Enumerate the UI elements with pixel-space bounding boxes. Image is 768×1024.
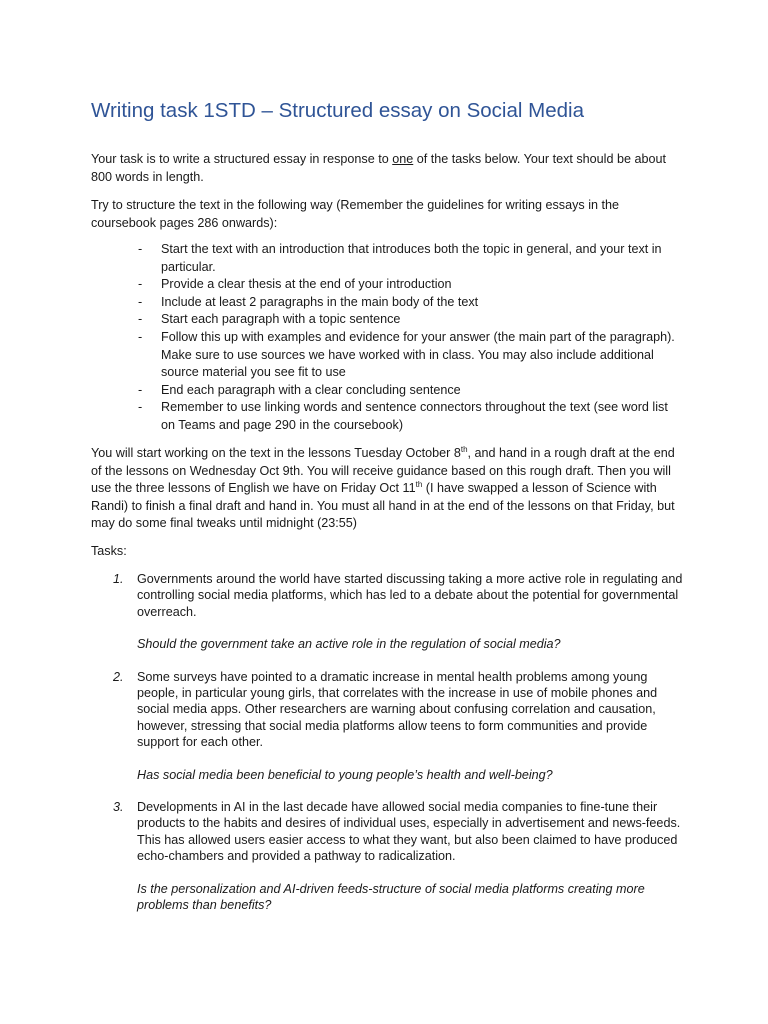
task-text: Developments in AI in the last decade have allowed social media companies to fine-tune their products to the habits and desires of individual uses, especially in advertisement and news-feeds. This has allowed users easier access to what they want, but also been claimed to have produced echo-chambers and provided a pathway to radicalization. (137, 800, 681, 864)
task-question: Is the personalization and AI-driven feeds-structure of social media platforms creating more problems than benefits? (137, 881, 645, 913)
guidelines-list (138, 241, 678, 435)
guideline-text: Remember to use linking words and sentence connectors throughout the text (see word list on Teams and page 290 in the coursebook) (161, 400, 668, 432)
task-number: 2. (113, 669, 124, 684)
guideline-text: Follow this up with examples and evidence for your answer (the main part of the paragraph). Make sure to use sources we have worked with in class. You may also include additional source material you see fit to use (161, 329, 675, 380)
dash-bullet: - (138, 312, 143, 327)
task-item (113, 669, 683, 783)
ordinal-suffix: th (460, 445, 468, 454)
guideline-text: End each paragraph with a clear concluding sentence (161, 382, 461, 397)
task-text: Governments around the world have started discussing taking a more active role in regulating and controlling social media platforms, which has led to a debate about the potential for governmental overreach. (137, 572, 683, 619)
guideline-text: Provide a clear thesis at the end of your introduction (161, 277, 452, 292)
dash-bullet: - (138, 277, 143, 292)
guideline-text: Include at least 2 paragraphs in the main body of the text (161, 294, 479, 309)
dash-bullet: - (138, 329, 143, 344)
schedule-paragraph (91, 445, 687, 533)
dash-bullet: - (138, 400, 143, 415)
guideline-item (138, 329, 678, 382)
intro-paragraph (91, 151, 687, 186)
task-number: 1. (113, 572, 124, 586)
structure-intro-paragraph: Try to structure the text in the following way (Remember the guidelines for writing essays in the coursebook pages 286 onwards): (91, 198, 620, 230)
dash-bullet: - (138, 294, 143, 309)
schedule-text-1: You will start working on the text in the lessons Tuesday October 8 (91, 446, 461, 460)
guideline-text: Start the text with an introduction that introduces both the topic in general, and your text in particular. (161, 242, 662, 274)
task-question: Has social media been beneficial to young people’s health and well-being? (137, 767, 553, 782)
guideline-item (138, 294, 678, 312)
ordinal-suffix: th (415, 480, 423, 490)
guideline-item (138, 311, 678, 329)
intro-text-before: Your task is to write a structured essay in response to (91, 152, 393, 166)
schedule-text-2: , and hand in a rough draft at the end of the lessons on Wednesday Oct 9th. You will receive guidance based on this rough draft. Then you will use the three lessons of English we have on Friday Oct 11 (91, 446, 675, 496)
guideline-item (138, 382, 678, 400)
dash-bullet: - (138, 242, 143, 256)
guideline-item (138, 241, 678, 276)
task-item (113, 799, 683, 913)
guideline-item (138, 276, 678, 294)
tasks-list (113, 571, 683, 930)
tasks-label: Tasks: (91, 544, 127, 558)
schedule-text-3: (I have swapped a lesson of Science with Randi) to finish a final draft and hand in. You must all hand in at the end of the lessons on that Friday, but may do some final tweaks until midnight (23:55) (91, 481, 675, 531)
task-question: Should the government take an active role in the regulation of social media? (137, 637, 561, 652)
document-title: Writing task 1STD – Structured essay on Social Media (91, 99, 584, 122)
task-text: Some surveys have pointed to a dramatic increase in mental health problems among young people, in particular young girls, that correlates with the increase in use of mobile phones and social media apps. Other researchers are warning about confusing correlation and causation, however, stressing that social media platforms allow teens to form communities and provide support for each other. (137, 669, 658, 750)
task-item (113, 571, 683, 653)
intro-underlined-word: one (392, 152, 414, 166)
task-number: 3. (113, 800, 124, 815)
dash-bullet: - (138, 382, 143, 397)
guideline-text: Start each paragraph with a topic sentence (161, 312, 401, 327)
guideline-item (138, 399, 678, 434)
intro-text-after: of the tasks below. Your text should be about 800 words in length. (91, 152, 667, 184)
